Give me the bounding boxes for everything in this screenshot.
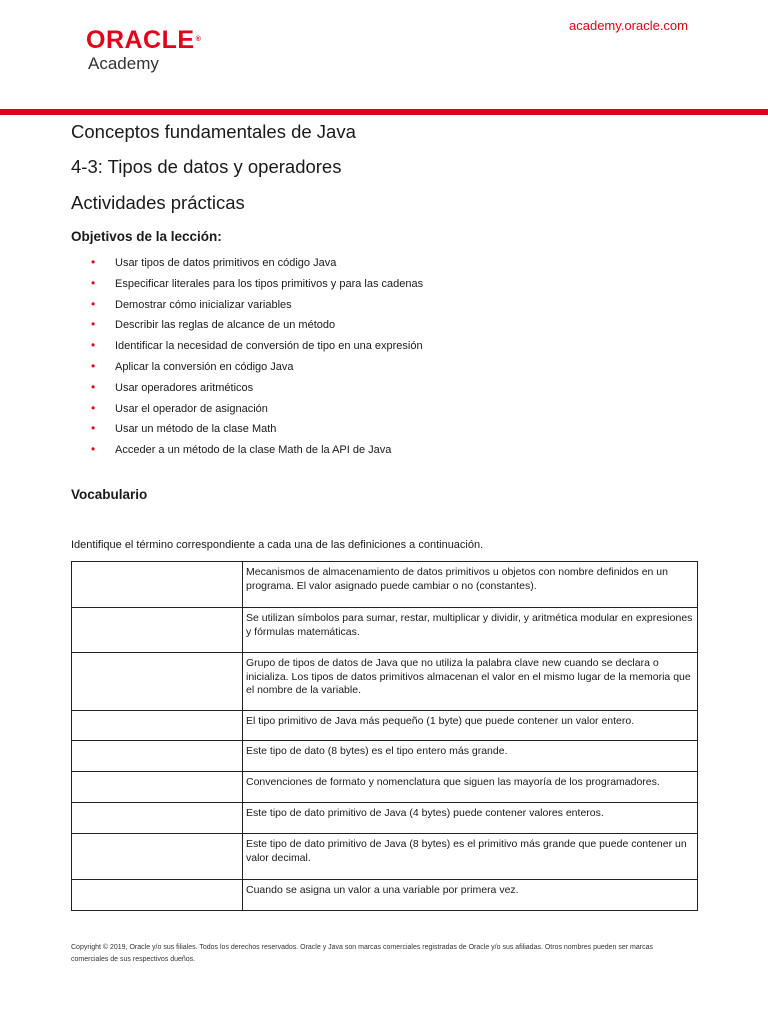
bullet-icon: • xyxy=(91,275,96,290)
table-row xyxy=(72,653,698,711)
bullet-icon: • xyxy=(91,379,96,394)
table-row xyxy=(72,880,698,911)
objective-text: Aplicar la conversión en código Java xyxy=(115,360,294,373)
oracle-academy-logo xyxy=(86,26,201,74)
table-row xyxy=(72,711,698,741)
table-row xyxy=(72,608,698,653)
definition-cell: Este tipo de dato primitivo de Java (8 bytes) es el primitivo más grande que puede contener un valor decimal. xyxy=(243,834,698,880)
objective-text: Describir las reglas de alcance de un método xyxy=(115,319,336,332)
term-cell[interactable] xyxy=(72,803,243,834)
list-item xyxy=(88,402,423,423)
term-cell[interactable] xyxy=(72,880,243,911)
term-cell[interactable] xyxy=(72,834,243,880)
list-item xyxy=(88,298,423,319)
copyright-footer: Copyright © 2019, Oracle y/o sus filiales. Todos los derechos reservados. Oracle y Java son marcas comerciales registradas de Oracle y/o sus afiliadas. Otros nombres pueden ser marcas comerciales de sus respectivos dueños. xyxy=(71,944,654,963)
logo-sub-brand: Academy xyxy=(88,54,159,73)
academy-url-link[interactable]: academy.oracle.com xyxy=(569,18,688,33)
term-cell[interactable] xyxy=(72,608,243,653)
list-item xyxy=(88,381,423,402)
bullet-icon: • xyxy=(91,421,96,436)
bullet-icon: • xyxy=(91,317,96,332)
term-cell[interactable] xyxy=(72,711,243,741)
term-cell[interactable] xyxy=(72,562,243,608)
objective-text: Identificar la necesidad de conversión de tipo en una expresión xyxy=(115,340,423,353)
vocabulary-table xyxy=(71,561,698,911)
bullet-icon: • xyxy=(91,442,96,457)
header-divider xyxy=(0,109,768,115)
table-row xyxy=(72,834,698,880)
list-item xyxy=(88,360,423,381)
objective-text: Acceder a un método de la clase Math de la API de Java xyxy=(115,444,392,457)
bullet-icon: • xyxy=(91,358,96,373)
definition-cell: El tipo primitivo de Java más pequeño (1 byte) que puede contener un valor entero. xyxy=(243,711,698,741)
list-item xyxy=(88,277,423,298)
definition-cell: Cuando se asigna un valor a una variable por primera vez. xyxy=(243,880,698,911)
logo-wordmark xyxy=(86,26,201,54)
definition-cell: Grupo de tipos de datos de Java que no utiliza la palabra clave new cuando se declara o inicializa. Los tipos de datos primitivos almacenan el valor en el mismo lugar de la memoria que el nombre de la variable. xyxy=(243,653,698,711)
bullet-icon: • xyxy=(91,296,96,311)
lesson-title: 4-3: Tipos de datos y operadores xyxy=(71,156,342,177)
registered-mark: ® xyxy=(195,36,202,43)
bullet-icon: • xyxy=(91,400,96,415)
objective-text: Usar un método de la clase Math xyxy=(115,423,277,436)
term-cell[interactable] xyxy=(72,772,243,803)
objectives-heading: Objetivos de la lección: xyxy=(71,229,222,244)
definition-cell: Convenciones de formato y nomenclatura que siguen las mayoría de los programadores. xyxy=(243,772,698,803)
list-item xyxy=(88,422,423,443)
definition-cell: Se utilizan símbolos para sumar, restar, multiplicar y dividir, y aritmética modular en expresiones y fórmulas matemáticas. xyxy=(243,608,698,653)
logo-brand-text: ORACLE xyxy=(86,26,195,54)
definition-cell: Este tipo de dato (8 bytes) es el tipo entero más grande. xyxy=(243,741,698,772)
objective-text: Usar el operador de asignación xyxy=(115,402,268,415)
list-item xyxy=(88,443,423,464)
vocabulary-instructions: Identifique el término correspondiente a cada una de las definiciones a continuación. xyxy=(71,539,484,551)
objectives-list xyxy=(88,256,423,464)
table-row xyxy=(72,772,698,803)
list-item xyxy=(88,256,423,277)
objective-text: Usar operadores aritméticos xyxy=(115,381,254,394)
course-title: Conceptos fundamentales de Java xyxy=(71,121,356,142)
bullet-icon: • xyxy=(91,338,96,353)
term-cell[interactable] xyxy=(72,653,243,711)
table-row xyxy=(72,562,698,608)
definition-cell: Mecanismos de almacenamiento de datos primitivos u objetos con nombre definidos en un programa. El valor asignado puede cambiar o no (constantes). xyxy=(243,562,698,608)
definition-cell: Este tipo de dato primitivo de Java (4 bytes) puede contener valores enteros. xyxy=(243,803,698,834)
list-item xyxy=(88,339,423,360)
objective-text: Demostrar cómo inicializar variables xyxy=(115,298,292,311)
table-row xyxy=(72,741,698,772)
table-row xyxy=(72,803,698,834)
vocabulary-heading: Vocabulario xyxy=(71,487,148,502)
list-item xyxy=(88,318,423,339)
bullet-icon: • xyxy=(91,255,96,269)
objective-text: Usar tipos de datos primitivos en código Java xyxy=(115,257,337,269)
objective-text: Especificar literales para los tipos primitivos y para las cadenas xyxy=(115,277,424,290)
activity-title: Actividades prácticas xyxy=(71,192,245,213)
term-cell[interactable] xyxy=(72,741,243,772)
